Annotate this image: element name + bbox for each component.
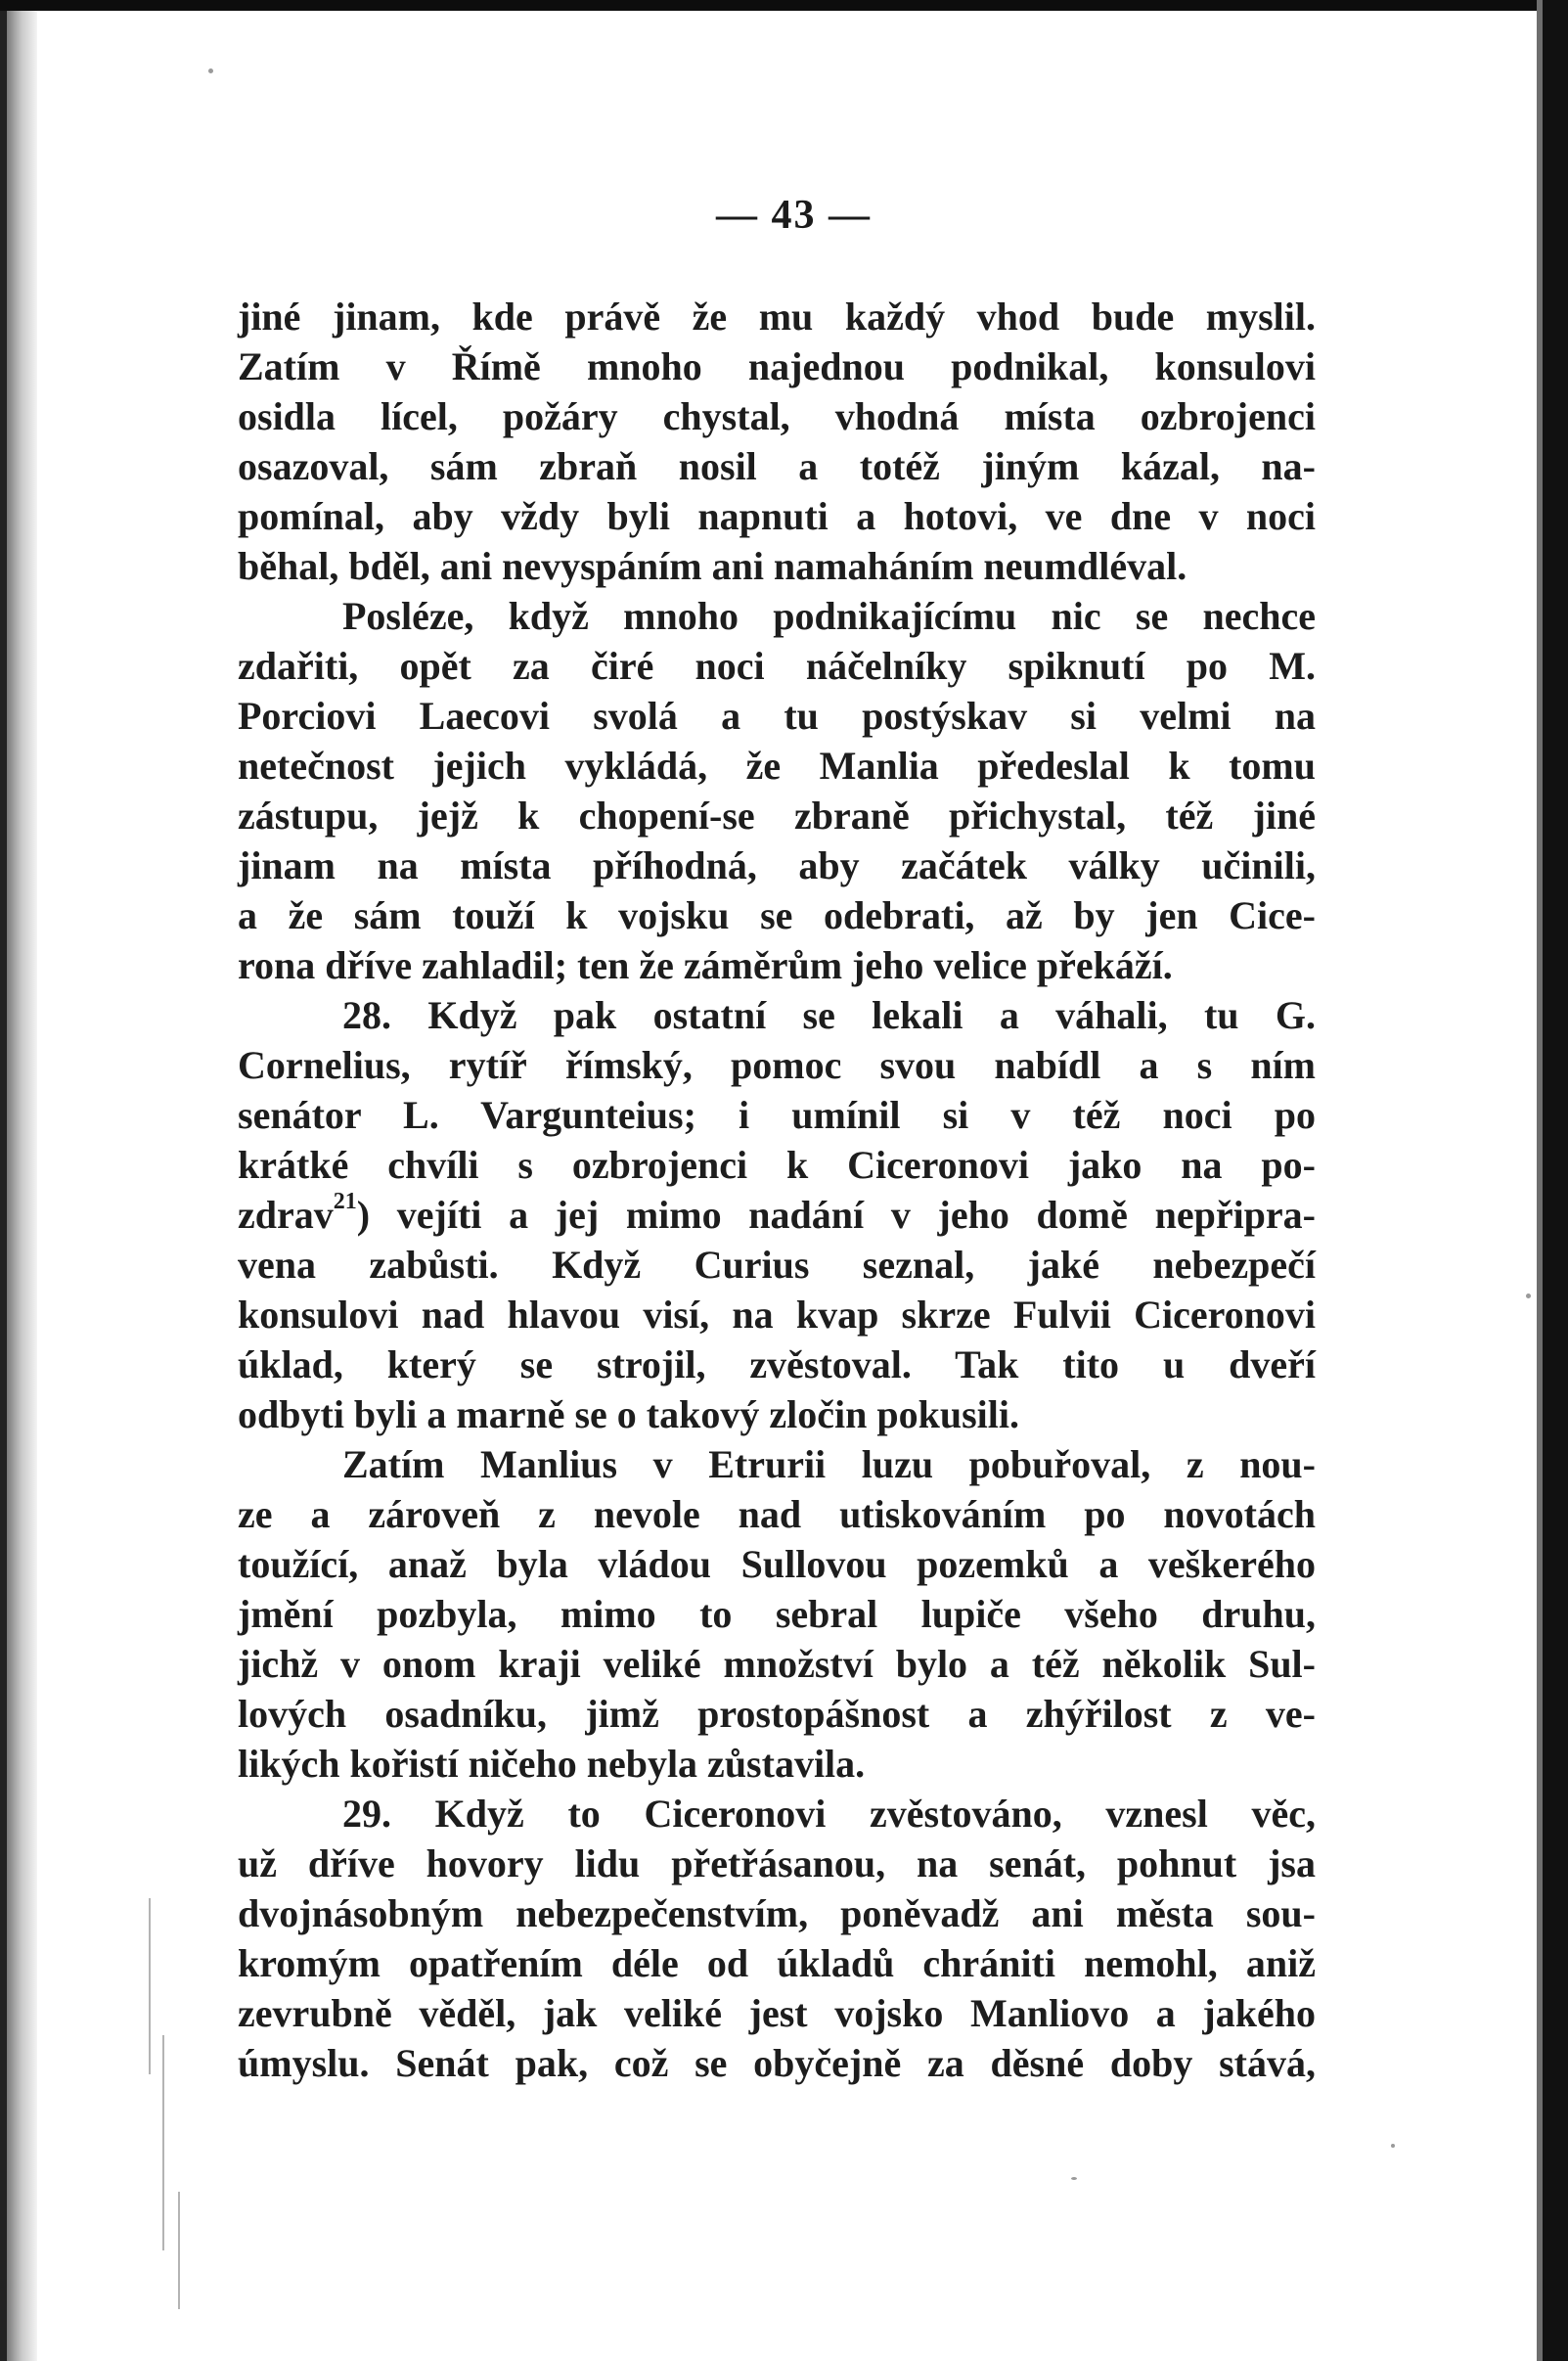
text-line-with-footnote [238,1190,1316,1240]
text-fragment: zdrav [238,1193,334,1237]
text-line: jiné jinam, kde právě že mu každý vhod bude myslil. [238,295,1316,339]
footnote-marker: 21 [333,1188,357,1214]
text-line: už dříve hovory lidu přetřásanou, na senát, pohnut jsa [238,1841,1316,1885]
text-line: úklad, který se strojil, zvěstoval. Tak tito u dveří [238,1342,1316,1386]
text-line: likých kořistí ničeho nebyla zůstavila. [238,1742,866,1786]
text-line: konsulovi nad hlavou visí, na kvap skrze Fulvii Ciceronovi [238,1293,1316,1337]
scan-fold-mark [162,2035,164,2250]
scan-speck [1391,2144,1395,2148]
page-right-edge [1543,0,1568,2361]
text-line: pomínal, aby vždy byli napnuti a hotovi, ve dne v noci [238,494,1316,538]
text-line: úmyslu. Senát pak, což se obyčejně za děsné doby stává, [238,2041,1316,2085]
text-line: Cornelius, rytíř římský, pomoc svou nabídl a s ním [238,1043,1316,1087]
text-line: zdařiti, opět za čiré noci náčelníky spiknutí po M. [238,644,1316,688]
body-text [238,292,1316,2088]
section-29-start-line: 29. Když to Ciceronovi zvěstováno, vznesl věc, [342,1792,1316,1836]
text-line: Zatím v Římě mnoho najednou podnikal, konsulovi [238,344,1316,388]
text-fragment: ) vejíti a jej mimo nadání v jeho domě nepřipra- [356,1193,1316,1237]
text-line: kromým opatřením déle od úkladů chrániti nemohl, aniž [238,1941,1316,1985]
text-line: Porciovi Laecovi svolá a tu postýskav si velmi na [238,694,1316,738]
text-line: zástupu, jejž k chopení-se zbraně přichystal, též jiné [238,794,1316,838]
scan-speck [1071,2177,1077,2180]
paragraph-start-line: Posléze, když mnoho podnikajícímu nic se nechce [342,594,1316,638]
scan-speck [1526,1294,1531,1298]
text-line: zevrubně věděl, jak veliké jest vojsko Manliovo a jakého [238,1991,1316,2035]
text-line: běhal, bděl, ani nevyspáním ani namaháním neumdléval. [238,544,1187,588]
scan-speck [208,68,213,73]
text-line: jinam na místa příhodná, aby začátek války učinili, [238,843,1316,887]
text-line: dvojnásobným nebezpečenstvím, poněvadž ani města sou- [238,1891,1316,1935]
scan-fold-mark [178,2192,180,2309]
text-line: odbyti byli a marně se o takový zločin pokusili. [238,1392,1019,1436]
text-line: a že sám touží k vojsku se odebrati, až by jen Cice- [238,893,1316,937]
paragraph-start-line: Zatím Manlius v Etrurii luzu pobuřoval, z nou- [342,1442,1316,1486]
text-line: jmění pozbyla, mimo to sebral lupiče všeho druhu, [238,1592,1316,1636]
text-line: ze a zároveň z nevole nad utiskováním po novotách [238,1492,1316,1536]
text-line: jichž v onom kraji veliké množství bylo a též několik Sul- [238,1642,1316,1686]
page-number: — 43 — [716,193,872,238]
text-line: osidla lícel, požáry chystal, vhodná místa ozbrojenci [238,394,1316,438]
text-line: toužící, anaž byla vládou Sullovou pozemků a veškerého [238,1542,1316,1586]
section-28-start-line: 28. Když pak ostatní se lekali a váhali, tu G. [342,993,1316,1037]
page-top-edge [0,0,1568,11]
scan-fold-mark [149,1898,151,2074]
page-left-edge-dark [0,0,7,2361]
text-line: lových osadníku, jimž prostopášnost a zhýřilost z ve- [238,1692,1316,1736]
text-line: senátor L. Vargunteius; i umínil si v též noci po [238,1093,1316,1137]
text-line: rona dříve zahladil; ten že záměrům jeho velice překáží. [238,943,1173,987]
text-line: krátké chvíli s ozbrojenci k Ciceronovi jako na po- [238,1143,1316,1187]
text-line: osazoval, sám zbraň nosil a totéž jiným kázal, na- [238,444,1316,488]
text-line: netečnost jejich vykládá, že Manlia předeslal k tomu [238,744,1316,788]
text-line: vena zabůsti. Když Curius seznal, jaké nebezpečí [238,1243,1316,1287]
